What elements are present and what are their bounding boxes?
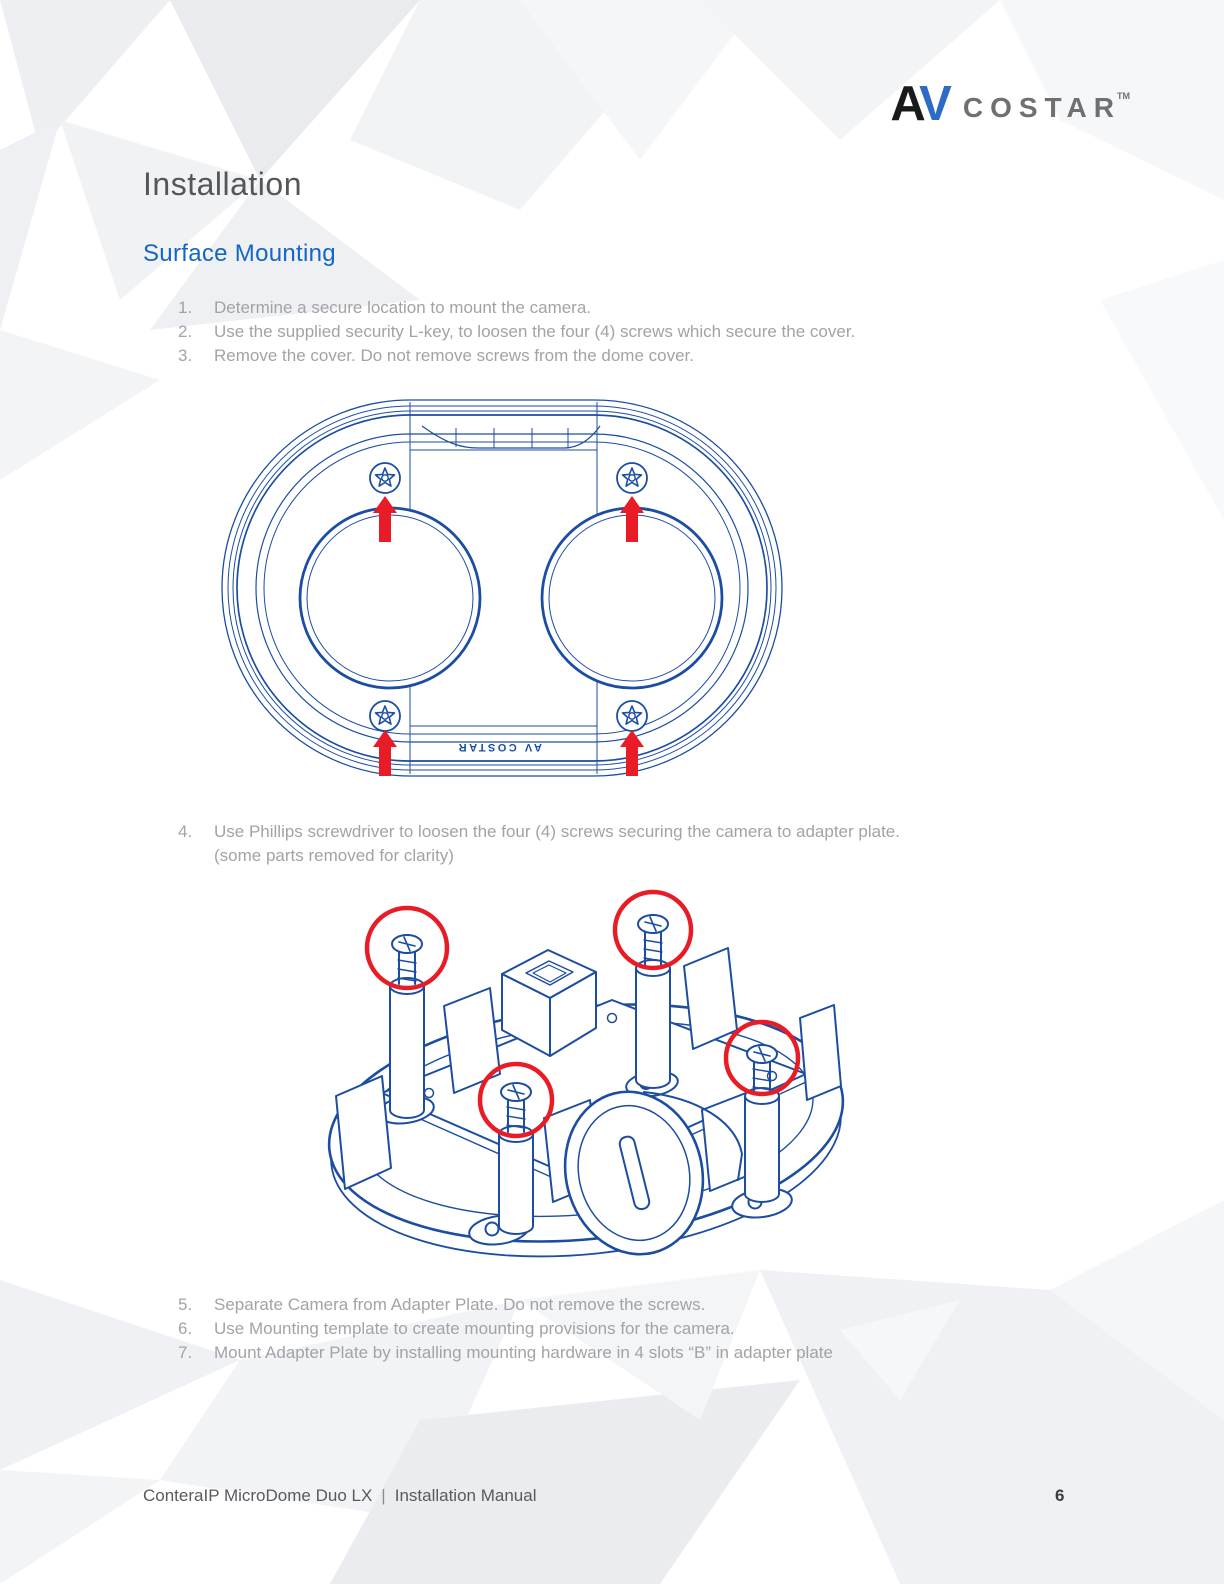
list-item: 1. Determine a secure location to mount the camera. bbox=[178, 298, 592, 317]
section-title: Surface Mounting bbox=[143, 240, 336, 267]
page-title: Installation bbox=[143, 166, 302, 202]
logo-costar-text: COSTAR bbox=[962, 91, 1121, 123]
steps-list-1-3 bbox=[178, 296, 855, 369]
logo-av-mark: AV bbox=[890, 77, 949, 131]
torx-screw-icon bbox=[370, 463, 400, 493]
torx-screw-icon bbox=[617, 701, 647, 731]
list-item: 7. Mount Adapter Plate by installing mounting hardware in 4 slots “B” in adapter plate bbox=[178, 1343, 833, 1363]
torx-screw-icon bbox=[370, 701, 400, 731]
list-item: 3. Remove the cover. Do not remove screws from the dome cover. bbox=[178, 346, 694, 366]
list-item: 5. Separate Camera from Adapter Plate. Do not remove the screws. bbox=[178, 1295, 706, 1314]
list-item: 2. Use the supplied security L-key, to loosen the four (4) screws which secure the cover. bbox=[178, 322, 856, 342]
page-number: 6 bbox=[1055, 1486, 1065, 1505]
arrow-up-icon bbox=[620, 730, 644, 776]
dome-brand-label: AV COSTAR bbox=[456, 741, 542, 753]
brand-logo bbox=[890, 77, 1130, 131]
figure-adapter-plate-isometric bbox=[294, 878, 876, 1272]
footer-document-title: ConteraIP MicroDome Duo LX | Installation Manual bbox=[143, 1486, 537, 1505]
steps-list-5-7 bbox=[178, 1293, 833, 1366]
list-item-4: 4. Use Phillips screwdriver to loosen the four (4) screws securing the camera to adapter plate. (some parts removed for clarity) bbox=[178, 822, 900, 866]
logo-trademark: TM bbox=[1117, 91, 1130, 101]
figure-dome-cover-top-view bbox=[212, 392, 792, 784]
torx-screw-icon bbox=[617, 463, 647, 493]
footer-separator: | bbox=[381, 1486, 386, 1505]
list-item: 6. Use Mounting template to create mounting provisions for the camera. bbox=[178, 1319, 735, 1339]
